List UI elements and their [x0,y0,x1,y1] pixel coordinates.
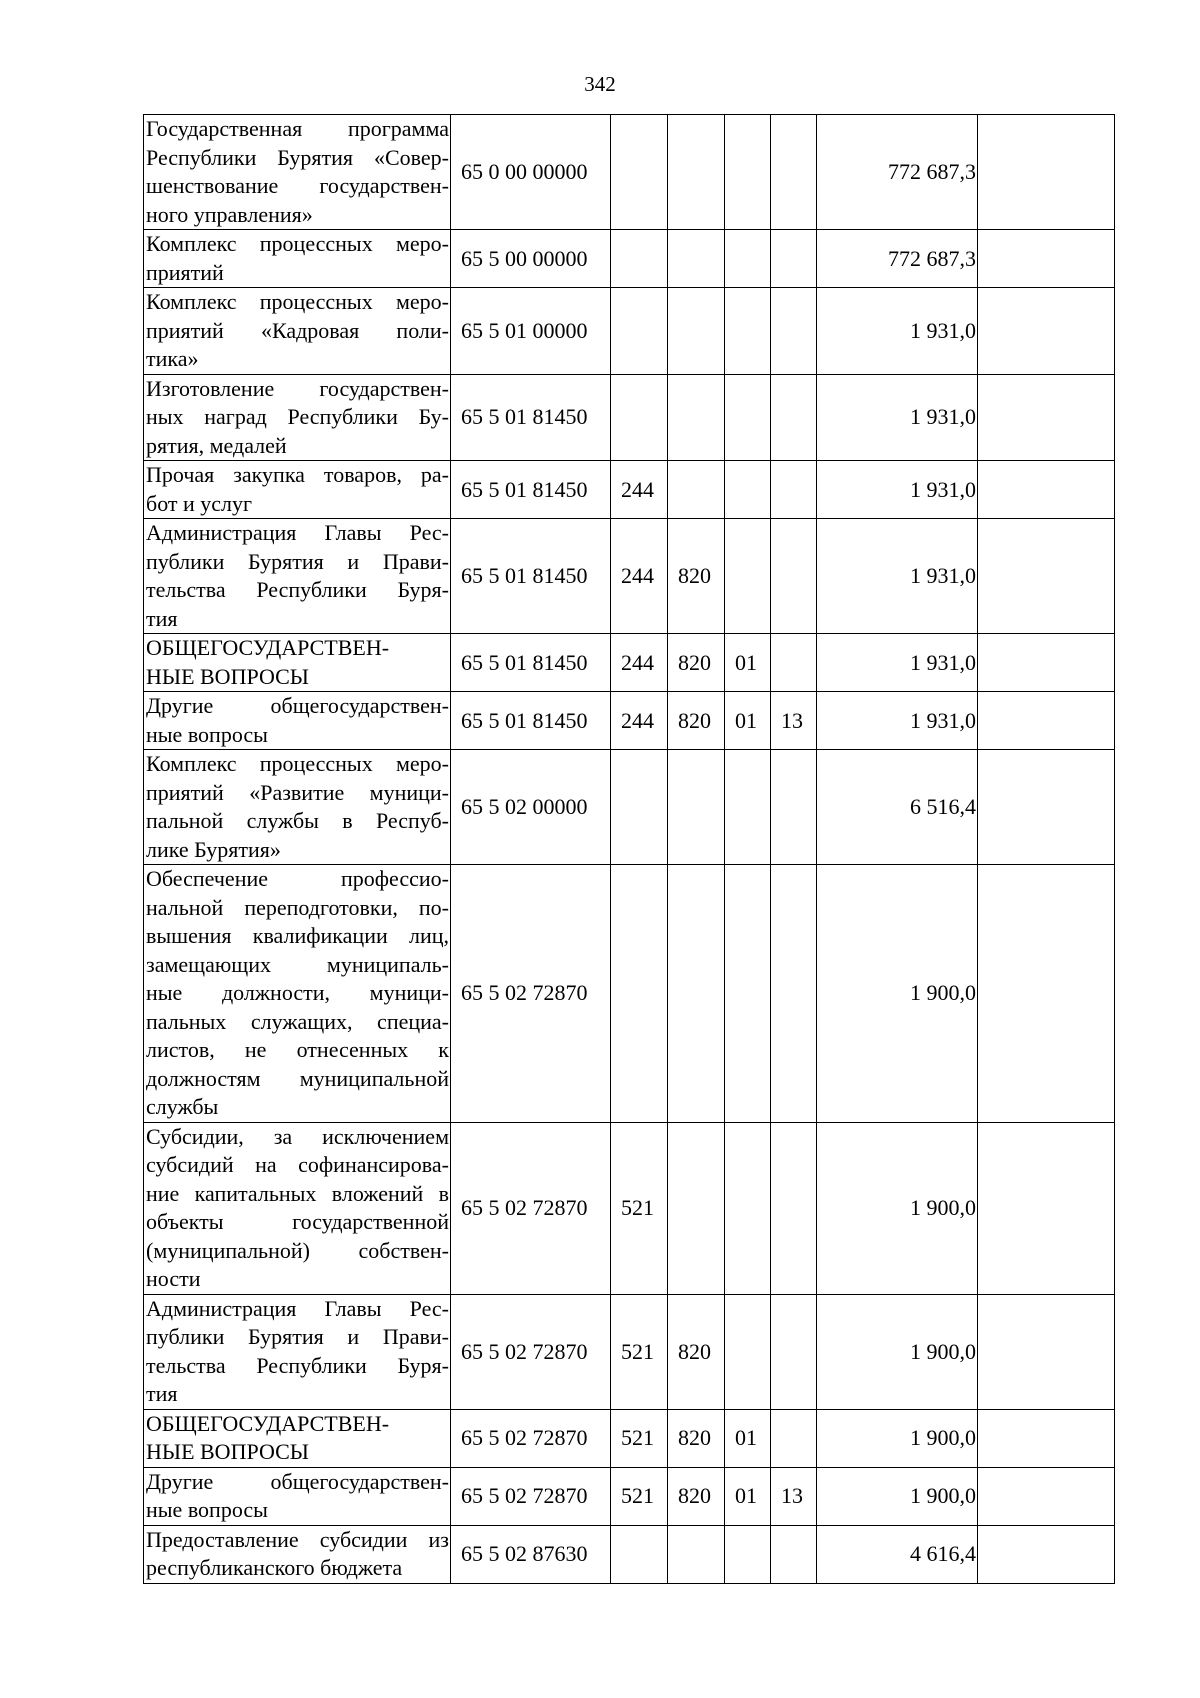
cell-expense-type [611,288,668,375]
cell-name [144,288,451,375]
cell-subsection [771,750,817,865]
budget-table [143,114,1115,1584]
cell-section [725,1525,771,1583]
cell-name-line: публики Бурятия и Прави- [146,1324,449,1349]
cell-name-line: шенствование государствен- [146,173,449,198]
cell-name-line: республиканского бюджета [146,1555,403,1580]
cell-amount: 4 616,4 [817,1525,978,1583]
cell-target-code: 65 5 02 72870 [451,1294,611,1409]
cell-extra [978,1525,1115,1583]
cell-expense-type [611,374,668,461]
cell-ministry-code [668,115,725,230]
cell-target-code: 65 5 02 72870 [451,865,611,1123]
cell-ministry-code [668,288,725,375]
cell-name-line: пальных служащих, специа- [146,1008,449,1034]
cell-extra [978,374,1115,461]
table-row [144,1467,1115,1525]
cell-extra [978,230,1115,288]
cell-amount: 1 900,0 [817,865,978,1123]
cell-expense-type: 521 [611,1122,668,1294]
cell-name-line: тия [146,605,178,631]
cell-name-line: нальной переподготовки, по- [146,894,449,920]
cell-name [144,1122,451,1294]
cell-name-line: НЫЕ ВОПРОСЫ [146,1439,309,1464]
cell-name-line: ных наград Республики Бу- [146,404,449,429]
cell-expense-type: 244 [611,692,668,750]
cell-expense-type [611,115,668,230]
cell-name-line: Предоставление субсидии из [146,1526,449,1552]
cell-name-line: ОБЩЕГОСУДАРСТВЕН- [146,635,390,660]
table-row [144,634,1115,692]
cell-subsection [771,1409,817,1467]
cell-amount: 1 900,0 [817,1467,978,1525]
table-row [144,230,1115,288]
cell-amount: 1 900,0 [817,1122,978,1294]
cell-section [725,374,771,461]
cell-name [144,461,451,519]
cell-subsection [771,634,817,692]
cell-name-line: лике Бурятия» [146,836,281,862]
cell-subsection [771,461,817,519]
table-row [144,1409,1115,1467]
cell-target-code: 65 5 02 72870 [451,1122,611,1294]
cell-name-line: публики Бурятия и Прави- [146,548,449,574]
cell-amount: 6 516,4 [817,750,978,865]
cell-ministry-code [668,230,725,288]
cell-amount: 1 931,0 [817,461,978,519]
cell-name [144,1294,451,1409]
cell-section: 01 [725,1409,771,1467]
cell-expense-type: 244 [611,519,668,634]
cell-name-line: (муниципальной) собствен- [146,1237,449,1263]
cell-ministry-code: 820 [668,1294,725,1409]
cell-name-line: Другие общегосударствен- [146,693,449,718]
table-body [144,115,1115,1584]
cell-name-line: ОБЩЕГОСУДАРСТВЕН- [146,1410,390,1436]
cell-expense-type [611,1525,668,1583]
cell-amount: 1 900,0 [817,1294,978,1409]
cell-name-line: замещающих муниципаль- [146,951,449,977]
cell-extra [978,1294,1115,1409]
cell-extra [978,1122,1115,1294]
cell-name-line: Республики Бурятия «Совер- [146,144,449,170]
cell-target-code: 65 5 01 81450 [451,634,611,692]
cell-name [144,1409,451,1467]
cell-extra [978,692,1115,750]
cell-name-line: тия [146,1381,178,1406]
cell-target-code: 65 5 01 81450 [451,692,611,750]
cell-amount: 1 931,0 [817,692,978,750]
table-row [144,461,1115,519]
cell-name [144,692,451,750]
cell-amount: 1 931,0 [817,634,978,692]
cell-extra [978,461,1115,519]
cell-name-line: ные вопросы [146,1497,268,1522]
cell-ministry-code: 820 [668,634,725,692]
cell-extra [978,288,1115,375]
cell-target-code: 65 5 01 81450 [451,374,611,461]
cell-subsection [771,1122,817,1294]
cell-expense-type: 521 [611,1294,668,1409]
cell-subsection [771,115,817,230]
cell-name [144,1467,451,1525]
cell-ministry-code [668,865,725,1123]
table-row [144,1294,1115,1409]
cell-section [725,230,771,288]
table-row [144,692,1115,750]
cell-section: 01 [725,1467,771,1525]
cell-ministry-code: 820 [668,519,725,634]
cell-name [144,230,451,288]
cell-expense-type: 521 [611,1409,668,1467]
cell-ministry-code: 820 [668,1409,725,1467]
cell-ministry-code [668,750,725,865]
cell-section [725,865,771,1123]
cell-name-line: ные должности, муници- [146,980,449,1005]
table-row [144,374,1115,461]
cell-name-line: Другие общегосударствен- [146,1468,449,1494]
cell-name-line: тельства Республики Буря- [146,577,449,602]
cell-amount: 1 931,0 [817,288,978,375]
cell-name-line: Комплекс процессных меро- [146,231,449,256]
cell-target-code: 65 5 02 87630 [451,1525,611,1583]
cell-expense-type: 244 [611,634,668,692]
cell-subsection [771,288,817,375]
cell-name-line: Изготовление государствен- [146,375,449,401]
cell-extra [978,634,1115,692]
cell-name-line: Администрация Главы Рес- [146,1295,449,1321]
cell-name-line: Государственная программа [146,116,449,141]
cell-extra [978,1467,1115,1525]
cell-name [144,519,451,634]
cell-subsection [771,519,817,634]
cell-ministry-code [668,461,725,519]
cell-subsection: 13 [771,1467,817,1525]
table-row [144,1122,1115,1294]
cell-subsection [771,865,817,1123]
cell-expense-type [611,230,668,288]
cell-section [725,519,771,634]
cell-name [144,1525,451,1583]
cell-ministry-code: 820 [668,1467,725,1525]
cell-amount: 772 687,3 [817,230,978,288]
cell-target-code: 65 5 01 81450 [451,461,611,519]
cell-ministry-code [668,1525,725,1583]
cell-name-line: Обеспечение профессио- [146,866,449,891]
table-row [144,750,1115,865]
cell-name [144,865,451,1123]
cell-ministry-code [668,1122,725,1294]
cell-name-line: ные вопросы [146,721,268,747]
table-row [144,519,1115,634]
cell-name-line: вышения квалификации лиц, [146,923,449,948]
cell-target-code: 65 5 01 81450 [451,519,611,634]
cell-expense-type: 521 [611,1467,668,1525]
cell-name-line: бот и услуг [146,490,253,516]
cell-expense-type: 244 [611,461,668,519]
cell-section [725,1122,771,1294]
cell-subsection [771,374,817,461]
cell-name-line: ности [146,1266,201,1291]
cell-name-line: листов, не отнесенных к [146,1037,449,1062]
cell-target-code: 65 5 00 00000 [451,230,611,288]
cell-extra [978,865,1115,1123]
cell-subsection: 13 [771,692,817,750]
cell-target-code: 65 0 00 00000 [451,115,611,230]
cell-name-line: приятий «Развитие муници- [146,779,449,805]
cell-name-line: Комплекс процессных меро- [146,289,449,314]
cell-extra [978,750,1115,865]
page-number: 342 [584,72,616,96]
cell-section [725,115,771,230]
cell-ministry-code [668,374,725,461]
cell-section [725,1294,771,1409]
cell-amount: 772 687,3 [817,115,978,230]
cell-amount: 1 931,0 [817,374,978,461]
cell-name-line: Комплекс процессных меро- [146,751,449,776]
cell-ministry-code: 820 [668,692,725,750]
cell-subsection [771,230,817,288]
cell-extra [978,519,1115,634]
cell-name-line: пальной службы в Респуб- [146,808,449,833]
cell-section: 01 [725,634,771,692]
cell-expense-type [611,750,668,865]
cell-name-line: приятий [146,259,224,285]
cell-extra [978,115,1115,230]
cell-amount: 1 931,0 [817,519,978,634]
cell-name-line: Субсидии, за исключением [146,1123,449,1149]
cell-name-line: ние капитальных вложений в [146,1180,449,1206]
table-row [144,288,1115,375]
cell-name-line: тика» [146,346,199,371]
cell-name [144,634,451,692]
cell-name-line: службы [146,1094,219,1119]
cell-name-line: Администрация Главы Рес- [146,520,449,545]
cell-name-line: НЫЕ ВОПРОСЫ [146,663,309,689]
cell-name-line: Прочая закупка товаров, ра- [146,462,449,487]
cell-target-code: 65 5 01 00000 [451,288,611,375]
cell-extra [978,1409,1115,1467]
cell-target-code: 65 5 02 72870 [451,1409,611,1467]
cell-subsection [771,1525,817,1583]
cell-name [144,115,451,230]
cell-name [144,374,451,461]
cell-amount: 1 900,0 [817,1409,978,1467]
cell-name-line: рятия, медалей [146,432,287,458]
cell-name-line: тельства Республики Буря- [146,1352,449,1378]
cell-subsection [771,1294,817,1409]
cell-expense-type [611,865,668,1123]
table-row [144,865,1115,1123]
cell-name-line: приятий «Кадровая поли- [146,317,449,343]
table-row [144,115,1115,230]
cell-section [725,461,771,519]
cell-name-line: должностям муниципальной [146,1065,449,1091]
cell-name-line: ного управления» [146,201,313,227]
cell-name [144,750,451,865]
cell-name-line: объекты государственной [146,1209,449,1234]
cell-section [725,288,771,375]
table-row [144,1525,1115,1583]
cell-target-code: 65 5 02 00000 [451,750,611,865]
cell-name-line: субсидий на софинансирова- [146,1152,449,1177]
cell-target-code: 65 5 02 72870 [451,1467,611,1525]
cell-section [725,750,771,865]
cell-section: 01 [725,692,771,750]
